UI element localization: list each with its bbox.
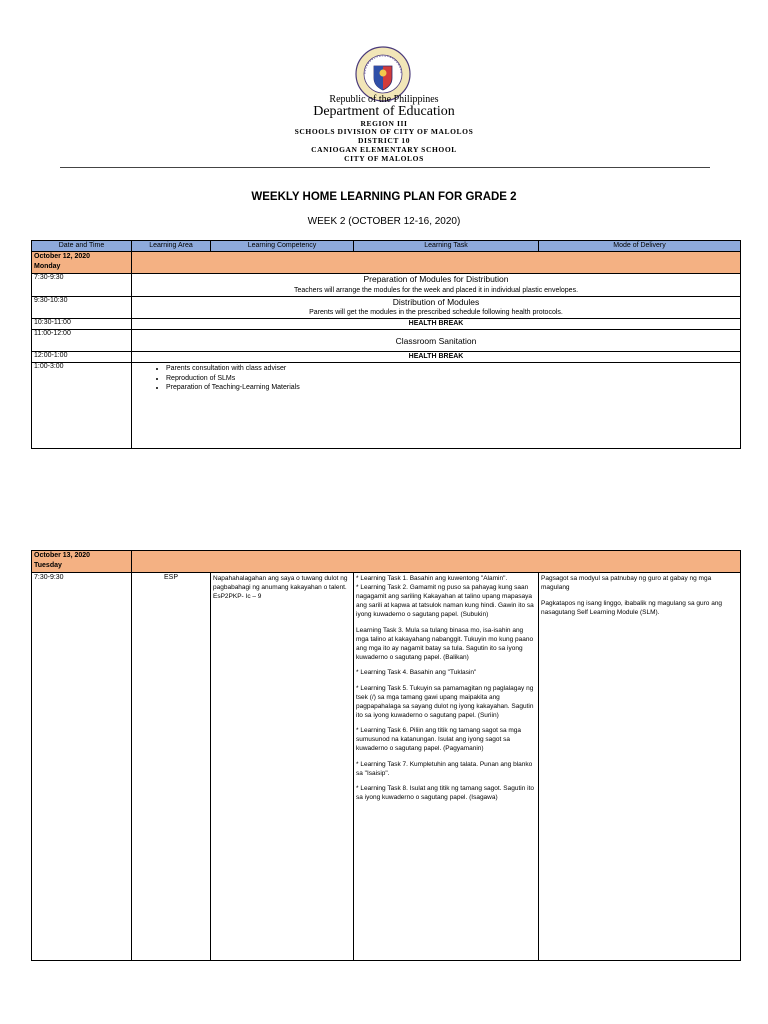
list-item: • Reproduction of SLMs bbox=[166, 374, 738, 384]
learning-task-item: * Learning Task 7. Kumpletuhin ang talata. Punan ang blanko sa "Isaisip". bbox=[356, 760, 533, 777]
learning-task-item: * Learning Task 2. Gamamit ng puso sa pahayag kung saan nagagamit ang sariling Kakayahan at talino upang mapasaya ang sarili at kapwa at tatsulok naman kung hindi. Gawin ito sa iyong kuwaderno o sagutang papel. (Subukin) bbox=[356, 584, 534, 618]
date-label: October 12, 2020 bbox=[34, 253, 91, 260]
document-week: WEEK 2 (OCTOBER 12-16, 2020) bbox=[307, 216, 461, 227]
col-learning-area: Learning Area bbox=[132, 241, 211, 252]
time-cell: 12:00-1:00 bbox=[32, 352, 132, 363]
day-label: Tuesday bbox=[34, 562, 62, 569]
activity-list bbox=[134, 364, 738, 393]
header-region: REGION III bbox=[360, 119, 408, 128]
header-district: DISTRICT 10 bbox=[357, 136, 411, 145]
table-row bbox=[32, 573, 741, 961]
list-item: • Parents consultation with class adviser bbox=[166, 364, 738, 374]
table-row bbox=[32, 274, 741, 297]
activity-note: Parents will get the modules in the prescribed schedule following health protocols. bbox=[309, 308, 563, 316]
time-cell: 7:30-9:30 bbox=[32, 274, 132, 297]
learning-task-item: * Learning Task 4. Basahin ang "Tuklasin" bbox=[356, 669, 477, 676]
header-department: Department of Education bbox=[313, 104, 455, 119]
document-title: WEEKLY HOME LEARNING PLAN FOR GRADE 2 bbox=[251, 191, 517, 203]
header-division: SCHOOLS DIVISION OF CITY OF MALOLOS bbox=[294, 127, 474, 136]
learning-task-cell bbox=[354, 573, 539, 961]
delivery-item: Pagkatapos ng isang linggo, ibabalik ng magulang sa guro ang nasagutang Self Learning Module (SLM). bbox=[541, 600, 723, 616]
col-learning-task: Learning Task bbox=[354, 241, 539, 252]
date-label: October 13, 2020 bbox=[34, 552, 91, 559]
activity-title: HEALTH BREAK bbox=[132, 319, 741, 330]
activity-title: Distribution of Modules bbox=[392, 297, 480, 307]
activity-note: Teachers will arrange the modules for the week and placed it in individual plastic envelopes. bbox=[293, 287, 579, 294]
col-date-time: Date and Time bbox=[32, 241, 132, 252]
header-republic: Republic of the Philippines bbox=[329, 94, 439, 105]
date-row bbox=[32, 551, 741, 573]
monday-plan-table bbox=[31, 240, 741, 449]
learning-task-item: * Learning Task 8. Isulat ang titik ng tamang sagot. Sagutin ito sa iyong kuwaderno o sagutang papel. (Isagawa) bbox=[356, 785, 535, 801]
learning-task-item: * Learning Task 5. Tukuyin sa pamamagitan ng paglalagay ng tsek (/) sa mga tamang gawi upang maipakita ang pagpapahalaga sa sayang dulot ng iyong kakayahan. Sagutin ito sa iyong kuwaderno o sagutang papel. (Suriin) bbox=[356, 684, 534, 719]
list-item: • Preparation of Teaching-Learning Materials bbox=[166, 383, 738, 393]
learning-competency-cell: Napahahalagahan ang saya o tuwang dulot ng pagbabahagi ng anumang kakayahan o talent. EsP2PKP- Ic – 9 bbox=[211, 573, 354, 961]
time-cell: 10:30-11:00 bbox=[32, 319, 132, 330]
learning-task-item: * Learning Task 6. Piliin ang titik ng tamang sagot sa mga sumusunod na katanungan. Isulat ang iyong sagot sa kuwaderno o sagutang papel. (Pagyamanin) bbox=[356, 727, 522, 752]
time-cell: 1:00-3:00 bbox=[32, 363, 132, 449]
activity-title: HEALTH BREAK bbox=[132, 352, 741, 363]
table-row bbox=[32, 297, 741, 319]
col-mode-of-delivery: Mode of Delivery bbox=[539, 241, 741, 252]
table-row bbox=[32, 330, 741, 352]
activity-title: Preparation of Modules for Distribution bbox=[363, 274, 509, 284]
table-header-row bbox=[32, 241, 741, 252]
delivery-item: Pagsagot sa modyul sa patnubay ng guro at gabay ng mga magulang bbox=[541, 575, 712, 591]
header-school: CANIOGAN ELEMENTARY SCHOOL bbox=[311, 145, 457, 154]
table-row bbox=[32, 352, 741, 363]
time-cell: 11:00-12:00 bbox=[32, 330, 132, 352]
day-label: Monday bbox=[34, 263, 61, 270]
learning-task-item: * Learning Task 1. Basahin ang kuwentong "Alamin". bbox=[356, 575, 508, 582]
col-learning-competency: Learning Competency bbox=[211, 241, 354, 252]
learning-area-cell: ESP bbox=[132, 573, 211, 961]
date-row bbox=[32, 252, 741, 274]
learning-task-item: Learning Task 3. Mula sa tulang binasa mo, isa-isahin ang mga talino at kakayahang nabanggit. Tukuyin mo kung paano ang mga ito ay nagamit batay sa tula. Sagutin ito sa iyong kuwaderno o sagutang papel. (Balikan) bbox=[356, 626, 534, 661]
mode-of-delivery-cell bbox=[539, 573, 741, 961]
time-cell: 9:30-10:30 bbox=[32, 297, 132, 319]
header-divider bbox=[60, 167, 710, 168]
header-city: CITY OF MALOLOS bbox=[344, 154, 424, 163]
table-row bbox=[32, 363, 741, 449]
table-row bbox=[32, 319, 741, 330]
activity-title: Classroom Sanitation bbox=[132, 330, 741, 352]
tuesday-plan-table bbox=[31, 550, 741, 961]
time-cell: 7:30-9:30 bbox=[32, 573, 132, 961]
